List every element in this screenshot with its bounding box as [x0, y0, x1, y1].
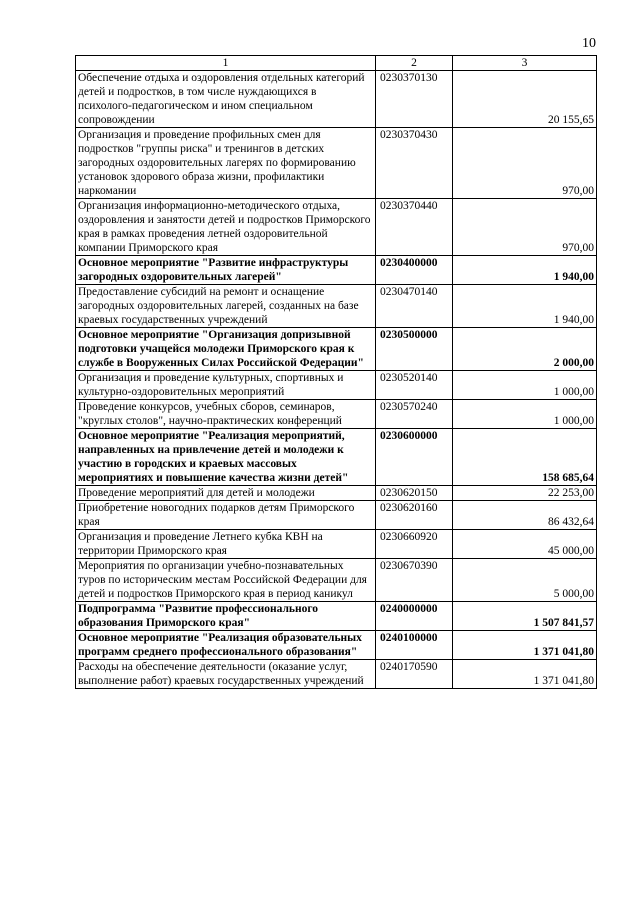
row-code: 0230500000	[376, 328, 453, 371]
row-name: Основное мероприятие "Организация допризывной подготовки учащейся молодежи Приморского края к службе в Вооруженных Силах Российской Федерации"	[76, 328, 376, 371]
row-name: Основное мероприятие "Реализация образовательных программ среднего профессионального образования"	[76, 631, 376, 660]
row-amount: 86 432,64	[453, 501, 597, 530]
row-name: Основное мероприятие "Развитие инфраструктуры загородных оздоровительных лагерей"	[76, 256, 376, 285]
table-row	[76, 371, 597, 400]
row-code: 0230370130	[376, 71, 453, 128]
budget-table	[75, 55, 597, 689]
row-amount: 2 000,00	[453, 328, 597, 371]
table-row	[76, 631, 597, 660]
table-row	[76, 285, 597, 328]
row-code: 0230670390	[376, 559, 453, 602]
row-amount: 1 000,00	[453, 400, 597, 429]
row-code: 0230370440	[376, 199, 453, 256]
row-code: 0240170590	[376, 660, 453, 689]
row-name: Организация и проведение Летнего кубка КВН на территории Приморского края	[76, 530, 376, 559]
row-name: Организация и проведение профильных смен для подростков "группы риска" и тренингов в детских загородных оздоровительных лагерях по формированию установок здорового образа жизни, профилактики наркомании	[76, 128, 376, 199]
row-name: Основное мероприятие "Реализация мероприятий, направленных на привлечение детей и молодежи к участию в городских и краевых массовых мероприятиях и повышение качества жизни детей"	[76, 429, 376, 486]
row-name: Организация и проведение культурных, спортивных и культурно-оздоровительных мероприятий	[76, 371, 376, 400]
row-code: 0230660920	[376, 530, 453, 559]
row-amount: 1 507 841,57	[453, 602, 597, 631]
table-row	[76, 128, 597, 199]
row-amount: 970,00	[453, 199, 597, 256]
row-name: Мероприятия по организации учебно-познавательных туров по историческим местам Российской Федерации для детей и подростков Приморского края в период каникул	[76, 559, 376, 602]
table-row	[76, 400, 597, 429]
row-amount: 1 940,00	[453, 256, 597, 285]
table-row	[76, 256, 597, 285]
table-row	[76, 328, 597, 371]
row-code: 0230620160	[376, 501, 453, 530]
row-amount: 970,00	[453, 128, 597, 199]
row-amount: 1 000,00	[453, 371, 597, 400]
column-header-1: 1	[76, 56, 376, 71]
column-header-3: 3	[453, 56, 597, 71]
table-row	[76, 486, 597, 501]
row-name: Проведение мероприятий для детей и молодежи	[76, 486, 376, 501]
row-code: 0240100000	[376, 631, 453, 660]
table-row	[76, 559, 597, 602]
row-amount: 20 155,65	[453, 71, 597, 128]
row-code: 0230520140	[376, 371, 453, 400]
table-row	[76, 429, 597, 486]
row-code: 0230620150	[376, 486, 453, 501]
row-amount: 1 371 041,80	[453, 660, 597, 689]
table-header-row	[76, 56, 597, 71]
table-row	[76, 530, 597, 559]
table-row	[76, 501, 597, 530]
row-amount: 22 253,00	[453, 486, 597, 501]
row-amount: 1 371 041,80	[453, 631, 597, 660]
row-code: 0230470140	[376, 285, 453, 328]
row-code: 0240000000	[376, 602, 453, 631]
page-number: 10	[582, 36, 596, 51]
row-code: 0230600000	[376, 429, 453, 486]
row-name: Организация информационно-методического отдыха, оздоровления и занятости детей и подростков Приморского края в рамках проведения летней оздоровительной компании Приморского края	[76, 199, 376, 256]
row-code: 0230370430	[376, 128, 453, 199]
table-row	[76, 199, 597, 256]
table-row	[76, 660, 597, 689]
row-name: Обеспечение отдыха и оздоровления отдельных категорий детей и подростков, в том числе нуждающихся в психолого-педагогическом и ином специальном сопровождении	[76, 71, 376, 128]
row-name: Предоставление субсидий на ремонт и оснащение загородных оздоровительных лагерей, созданных на базе краевых государственных учреждений	[76, 285, 376, 328]
row-amount: 45 000,00	[453, 530, 597, 559]
row-code: 0230400000	[376, 256, 453, 285]
row-name: Проведение конкурсов, учебных сборов, семинаров, "круглых столов", научно-практических конференций	[76, 400, 376, 429]
row-amount: 5 000,00	[453, 559, 597, 602]
row-code: 0230570240	[376, 400, 453, 429]
table-body	[76, 71, 597, 689]
table-row	[76, 602, 597, 631]
row-name: Подпрограмма "Развитие профессионального образования Приморского края"	[76, 602, 376, 631]
row-amount: 1 940,00	[453, 285, 597, 328]
row-amount: 158 685,64	[453, 429, 597, 486]
table-row	[76, 71, 597, 128]
row-name: Расходы на обеспечение деятельности (оказание услуг, выполнение работ) краевых государственных учреждений	[76, 660, 376, 689]
row-name: Приобретение новогодних подарков детям Приморского края	[76, 501, 376, 530]
column-header-2: 2	[376, 56, 453, 71]
